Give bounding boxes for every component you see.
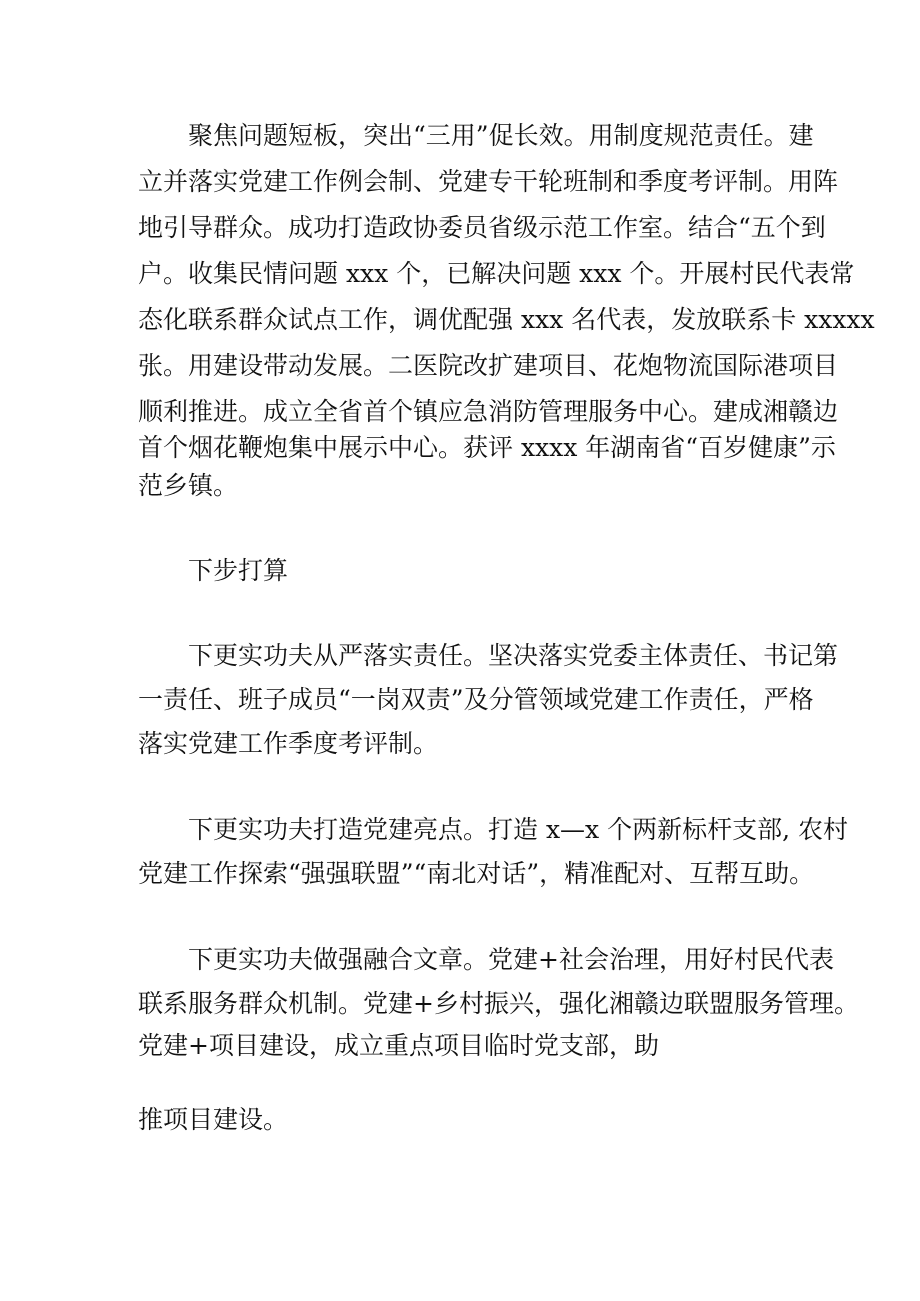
- paragraph-3-line-2: 一责任、班子成员“一岗双责”及分管领域党建工作责任，严格: [138, 685, 814, 714]
- paragraph-5-line-2: 联系服务群众机制。党建+乡村振兴，强化湘赣边联盟服务管理。: [138, 989, 859, 1018]
- paragraph-1-line-7: 顺利推进。成立全省首个镇应急消防管理服务中心。建成湘赣边: [138, 397, 839, 426]
- paragraph-5-line-3: 党建+项目建设，成立重点项目临时党支部，助: [138, 1031, 659, 1060]
- paragraph-1-line-8: 首个烟花鞭炮集中展示中心。获评 xxxx 年湖南省“百岁健康”示: [138, 433, 836, 462]
- paragraph-1-line-5: 态化联系群众试点工作，调优配强 xxx 名代表，发放联系卡 xxxxx: [138, 305, 875, 334]
- paragraph-4-line-2: 党建工作探索“强强联盟”“南北对话”，精准配对、互帮互助。: [138, 859, 815, 888]
- paragraph-5-line-1: 下更实功夫做强融合文章。党建+社会治理，用好村民代表: [188, 945, 834, 974]
- paragraph-6-line-1: 推项目建设。: [138, 1105, 289, 1134]
- paragraph-1-line-4: 户。收集民情问题 xxx 个，已解决问题 xxx 个。开展村民代表常: [138, 259, 855, 288]
- section-heading: 下步打算: [188, 556, 289, 585]
- paragraph-1-line-6: 张。用建设带动发展。二医院改扩建项目、花炮物流国际港项目: [138, 351, 839, 380]
- paragraph-1-line-9: 范乡镇。: [138, 471, 239, 500]
- paragraph-3-line-3: 落实党建工作季度考评制。: [138, 729, 439, 758]
- paragraph-3-line-1: 下更实功夫从严落实责任。坚决落实党委主体责任、书记第: [188, 641, 839, 670]
- paragraph-1-line-2: 立并落实党建工作例会制、党建专干轮班制和季度考评制。用阵: [138, 167, 839, 196]
- paragraph-4-line-1: 下更实功夫打造党建亮点。打造 x—x 个两新标杆支部, 农村: [188, 815, 848, 844]
- paragraph-1-line-1: 聚焦问题短板，突出“三用”促长效。用制度规范责任。建: [188, 121, 814, 150]
- paragraph-1-line-3: 地引导群众。成功打造政协委员省级示范工作室。结合“五个到: [138, 213, 826, 242]
